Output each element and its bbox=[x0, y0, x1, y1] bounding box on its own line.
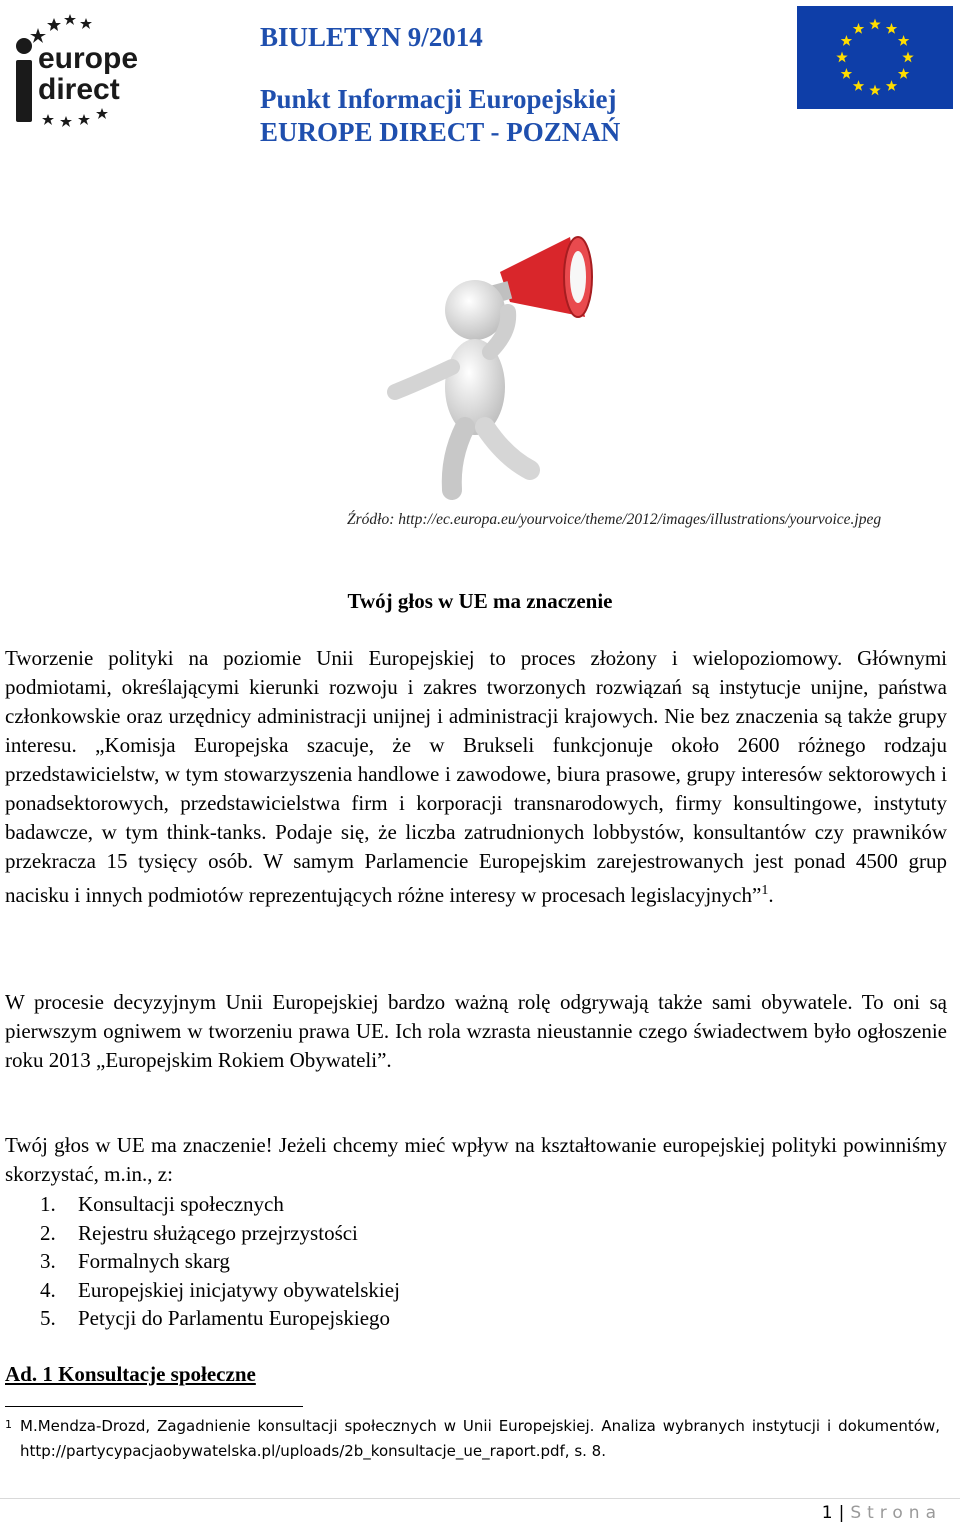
logo-text-europe: europe bbox=[38, 42, 139, 75]
subsection-heading: Ad. 1 Konsultacje społeczne bbox=[5, 1362, 256, 1386]
europe-direct-city: EUROPE DIRECT - POZNAŃ bbox=[260, 117, 621, 147]
section-title: Twój głos w UE ma znaczenie bbox=[347, 589, 613, 613]
list-item-text: Formalnych skarg bbox=[78, 1249, 230, 1274]
list-item-text: Rejestru służącego przejrzystości bbox=[78, 1220, 358, 1245]
logo-star-icon bbox=[30, 28, 46, 43]
list-item bbox=[40, 1219, 400, 1248]
instruments-list bbox=[40, 1190, 400, 1333]
europe-direct-logo bbox=[8, 6, 148, 131]
page-separator: | bbox=[838, 1503, 845, 1523]
paragraph-your-voice: Twój głos w UE ma znaczenie! Jeżeli chcemy mieć wpływ na kształtowanie europejskiej polityki powinniśmy skorzystać, m.in., z: bbox=[5, 1133, 947, 1186]
paragraph-text: Tworzenie polityki na poziomie Unii Europejskiej to proces złożony i wielopoziomowy. Głównymi podmiotami, określającymi kierunki rozwoju i zakres tworzonych rozwiązań są instytucje unijne, państwa członkowskie oraz urzędnicy administracji unijnej i administracji krajowych. Nie bez znaczenia są także grupy interesu. „Komisja Europejska szacuje, że w Brukseli funkcjonuje około 2600 różnego rodzaju przedstawicielstw, w tym stowarzyszenia handlowe i zawodowe, biura prasowe, grupy interesów sektorowych i ponadsektorowych, przedstawicielstwa firm i korporacji transnarodowych, firmy konsultingowe, instytuty badawcze, w tym think-tanks. Podaje się, że liczba zatrudnionych lobbystów, konsultantów czy prawników przekracza 15 tysięcy osób. W samym Parlamencie Europejskim zarejestrowanych jest ponad 4500 grup nacisku i innych podmiotów reprezentujących różne interesy w procesach legislacyjnych” bbox=[5, 646, 947, 907]
list-item-number: 4. bbox=[40, 1277, 56, 1302]
logo-star-icon bbox=[64, 14, 76, 25]
logo-text-direct: direct bbox=[38, 73, 120, 106]
footnote-text: M.Mendza-Drozd, Zagadnienie konsultacji społecznych w Unii Europejskiej. Analiza wybranych instytucji i dokumentów, http://partycypacjaobywatelska.pl/uploads/2b_konsultacje_ue_raport.pdf, s. 8. bbox=[20, 1417, 940, 1460]
image-source-caption: Źródło: http://ec.europa.eu/yourvoice/theme/2012/images/illustrations/yourvoice.jpeg bbox=[347, 511, 882, 528]
footnote-divider bbox=[5, 1406, 303, 1407]
page-number-value: 1 bbox=[821, 1503, 833, 1523]
bulletin-number: BIULETYN 9/2014 bbox=[260, 22, 483, 52]
logo-star-icon bbox=[60, 116, 72, 127]
list-item-number: 1. bbox=[40, 1192, 56, 1216]
list-item bbox=[40, 1276, 400, 1305]
footer-divider bbox=[0, 1498, 960, 1499]
info-point-name: Punkt Informacji Europejskiej bbox=[260, 84, 617, 114]
list-item-number: 2. bbox=[40, 1220, 56, 1245]
list-item-number: 3. bbox=[40, 1249, 56, 1274]
page-label: Strona bbox=[850, 1503, 942, 1523]
footnote-number: 1 bbox=[5, 1418, 12, 1431]
footnote-reference[interactable]: 1 bbox=[761, 883, 769, 898]
paragraph-end: . bbox=[768, 883, 774, 907]
list-item bbox=[40, 1247, 400, 1276]
logo-star-icon bbox=[80, 18, 92, 29]
logo-star-icon bbox=[42, 114, 54, 125]
paragraph-policy-making bbox=[5, 644, 947, 910]
list-item-text: Konsultacji społecznych bbox=[78, 1192, 284, 1216]
list-item-text: Petycji do Parlamentu Europejskiego bbox=[78, 1306, 391, 1331]
list-item-text: Europejskiej inicjatywy obywatelskiej bbox=[78, 1277, 400, 1302]
logo-star-icon bbox=[78, 114, 90, 125]
list-item bbox=[40, 1304, 400, 1333]
paragraph-citizens: W procesie decyzyjnym Unii Europejskiej bardzo ważną rolę odgrywają także sami obywatele. To oni są pierwszym ogniwem w tworzeniu prawa UE. Ich rola wzrasta nieustannie czego świadectwem było ogłoszenie roku 2013 „Europejskim Rokiem Obywateli”. bbox=[5, 990, 947, 1072]
list-item-number: 5. bbox=[40, 1306, 56, 1331]
footnote bbox=[5, 1414, 947, 1464]
eu-flag-icon bbox=[797, 6, 953, 109]
logo-star-icon bbox=[96, 108, 108, 119]
megaphone-person-illustration bbox=[380, 232, 600, 502]
page-number bbox=[822, 1503, 942, 1523]
logo-star-icon bbox=[47, 18, 61, 31]
list-item bbox=[40, 1190, 400, 1219]
